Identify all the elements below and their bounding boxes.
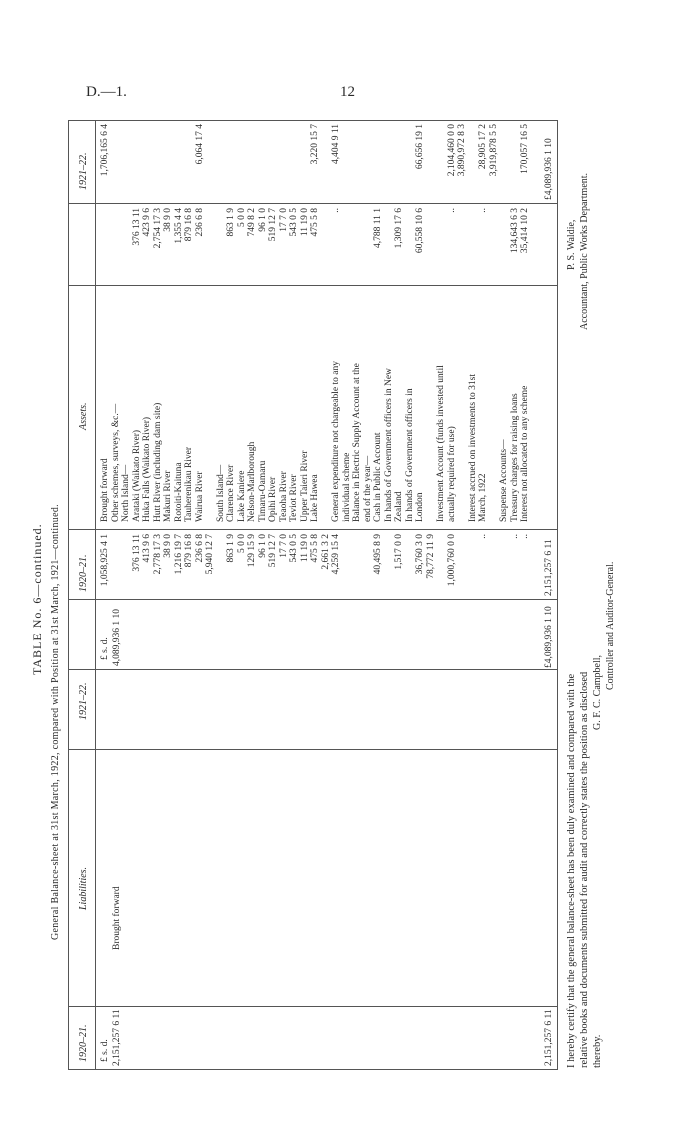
liab-divider-1 <box>68 1006 558 1007</box>
asset-1921-detail-value: 38 9 0 <box>163 208 173 232</box>
liab-bf-label: Brought forward <box>112 886 122 950</box>
asset-label: Teviot River <box>289 474 299 522</box>
asset-1920-value: 543 0 5 <box>289 534 299 563</box>
asset-label: Opihi River <box>268 476 278 522</box>
asset-label: Interest accrued on investments to 31st <box>467 373 478 522</box>
asset-1920-value: 96 1 0 <box>257 534 268 558</box>
center-rule <box>68 599 558 600</box>
asset-label: Hutt River (including dam site) <box>152 402 163 522</box>
asset-1921-detail-value: 543 0 5 <box>289 208 299 237</box>
asset-label: Zealand <box>394 491 404 522</box>
asset-label: Huka Falls (Waikato River) <box>142 416 152 522</box>
asset-label: Brought forward <box>100 458 110 522</box>
liab-1921-header: 1921–22. <box>78 682 89 720</box>
asset-label: General expenditure not chargeable to any <box>331 361 341 522</box>
asset-1921-detail-value: 376 13 11 <box>131 208 142 246</box>
asset-1920-value: 475 5 8 <box>310 534 320 563</box>
asset-label: Lake Hawea <box>310 474 320 522</box>
asset-1921-detail-value: 4,788 11 1 <box>373 208 383 249</box>
asset-1920-value: 5,940 12 7 <box>205 534 215 575</box>
asset-1921-total-value: 66,656 19 1 <box>415 124 425 170</box>
asset-1921-detail-value: 863 1 9 <box>226 208 236 237</box>
assets-header: Assets. <box>78 402 89 430</box>
asset-label: London <box>415 492 425 522</box>
asset-1920-value: 236 6 8 <box>194 534 205 563</box>
asset-1920-value: 36,760 3 0 <box>415 534 425 575</box>
asset-1920-value: 5 0 0 <box>236 534 247 553</box>
asset-1920-value: 413 9 6 <box>142 534 152 563</box>
assets-divider-3 <box>68 203 558 204</box>
asset-label: Timaru-Oamaru <box>257 460 268 522</box>
asset-label: In hands of Government officers in <box>404 388 415 522</box>
asset-1921-detail-value: 749 8 2 <box>247 208 257 237</box>
liab-units-1921: £ s. d. <box>100 637 110 660</box>
asset-1921-detail-value: 475 5 8 <box>310 208 320 237</box>
asset-1920-value: 1,058,925 4 1 <box>100 534 110 587</box>
table-title: TABLE No. 6—continued. <box>30 523 44 675</box>
asset-label: Suspense Accounts— <box>499 439 509 522</box>
assets-1921-header: 1921–22. <box>78 152 89 190</box>
asset-1921-total-value: 170,057 16 5 <box>520 124 530 174</box>
asset-1920-value: 1,517 0 0 <box>394 534 404 570</box>
left-rule <box>68 1069 558 1070</box>
accountant-name: P. S. Waldie, <box>566 219 577 270</box>
liab-1920-header: 1920–21. <box>78 1024 89 1062</box>
asset-1921-detail-value: 879 16 8 <box>184 208 194 242</box>
header-rule <box>95 120 96 1070</box>
asset-1921-detail-value: .. <box>478 208 488 213</box>
liab-divider-2 <box>68 749 558 750</box>
asset-1921-detail-value: 519 12 7 <box>268 208 278 242</box>
asset-label: Cash in Public Account <box>373 432 383 522</box>
asset-label: end of the year— <box>362 455 373 522</box>
asset-1920-value: 11 19 0 <box>299 534 310 563</box>
liab-units-1920: £ s. d. <box>100 1039 110 1062</box>
asset-1921-detail-value: 1,309 17 6 <box>394 208 404 249</box>
liab-total-1921: £4,089,936 1 10 <box>544 606 554 668</box>
asset-1921-total-value: 4,404 9 11 <box>331 124 341 165</box>
asset-1921-total-value: 3,919,878 5 5 <box>488 124 499 177</box>
assets-1920-header: 1920–21. <box>78 554 89 592</box>
assets-total-1920: 2,151,257 6 11 <box>544 539 554 596</box>
liab-bf-1921: 4,089,936 1 10 <box>112 609 122 666</box>
asset-1921-detail-value: 11 19 0 <box>299 208 310 237</box>
asset-label: South Island— <box>215 464 226 522</box>
asset-1921-detail-value: 1,355 4 4 <box>173 208 184 244</box>
asset-1921-total-value: 6,064 17 4 <box>194 124 205 165</box>
asset-label: March, 1922 <box>478 473 488 522</box>
asset-1920-value: 879 16 8 <box>184 534 194 568</box>
asset-1921-detail-value: 96 1 0 <box>257 208 268 232</box>
asset-1921-total-value: 2,104,460 0 0 <box>446 124 457 177</box>
assets-divider-2 <box>68 285 558 286</box>
asset-label: In hands of Government officers in New <box>383 368 394 522</box>
asset-1921-detail-value: 134,643 6 3 <box>509 208 520 254</box>
asset-1921-total-value: 28,905 17 2 <box>478 124 488 170</box>
asset-label: Lake Kaniere <box>236 470 247 522</box>
asset-1921-total-value: 3,890,972 8 3 <box>457 124 467 177</box>
asset-1920-value: 2,661 3 2 <box>320 534 331 570</box>
asset-1920-value: 78,772 11 9 <box>425 534 436 579</box>
asset-1921-detail-value: 5 0 0 <box>236 208 247 227</box>
asset-1920-value: 17 7 0 <box>278 534 289 558</box>
document-reference: D.—1. <box>86 84 127 100</box>
bottom-rule <box>557 120 558 1070</box>
asset-label: Tauherenikau River <box>184 446 194 522</box>
top-rule <box>68 120 69 1070</box>
asset-1921-detail-value: 236 6 8 <box>194 208 205 237</box>
liab-total-1920: 2,151,257 6 11 <box>544 1009 554 1066</box>
asset-1921-detail-value: 35,414 10 2 <box>520 208 530 254</box>
asset-1921-detail-value: 2,754 17 3 <box>152 208 163 249</box>
asset-1921-total-value: 3,220 15 7 <box>310 124 320 165</box>
assets-divider-1 <box>68 529 558 530</box>
asset-1920-value: .. <box>478 534 488 539</box>
asset-label: Upper Taieri River <box>299 450 310 522</box>
asset-label: Treasury charges for raising loans <box>509 393 520 522</box>
asset-label: Rotoiti-Kaituna <box>173 462 184 522</box>
asset-label: Teaoha River <box>278 471 289 522</box>
asset-1921-detail-value: 60,558 10 6 <box>415 208 425 254</box>
asset-label: Clarence River <box>226 464 236 522</box>
certificate-line-1: I hereby certify that the general balance-sheet has been duly examined and compared with the <box>566 673 577 1068</box>
asset-1920-value: 1,000,760 0 0 <box>446 534 457 587</box>
asset-1920-value: 38 9 0 <box>163 534 173 558</box>
page-number: 12 <box>340 84 355 100</box>
asset-label: Nelson-Marlborough <box>247 441 257 522</box>
balance-sheet-table <box>20 120 616 1070</box>
asset-1920-value: 4,259 15 4 <box>331 534 341 575</box>
liabilities-header: Liabilities. <box>78 866 89 910</box>
asset-1920-value: 1,216 19 7 <box>173 534 184 575</box>
asset-label: Investment Account (funds invested until <box>436 365 446 522</box>
asset-1920-value: 863 1 9 <box>226 534 236 563</box>
asset-1921-detail-value: 423 9 6 <box>142 208 152 237</box>
asset-label: Interest not allocated to any scheme <box>520 385 530 522</box>
certificate-line-2: relative books and documents submitted for audit and correctly states the position as disclosed <box>579 671 590 1068</box>
assets-total-1921: £4,089,936 1 10 <box>544 138 554 200</box>
asset-label: North Island— <box>121 464 131 522</box>
asset-1920-value: .. <box>520 534 530 539</box>
asset-label: Other schemes, surveys, &c.— <box>110 403 121 522</box>
liab-divider-3 <box>68 669 558 670</box>
auditor-title: Controller and Auditor-General. <box>605 561 616 690</box>
asset-1921-total-value: 1,706,165 6 4 <box>100 124 110 177</box>
asset-1921-detail-value: .. <box>446 208 457 213</box>
asset-label: individual scheme <box>341 452 352 522</box>
asset-1920-value: 519 12 7 <box>268 534 278 568</box>
asset-label: Wairua River <box>194 471 205 522</box>
asset-label: actually required for use) <box>446 426 457 522</box>
accountant-title: Accountant, Public Works Department. <box>579 172 590 330</box>
asset-1920-value: 376 13 11 <box>131 534 142 572</box>
asset-1920-value: 40,495 8 9 <box>373 534 383 575</box>
asset-label: Balance in Electric Supply Account at the <box>352 363 362 522</box>
asset-1921-detail-value: 17 7 0 <box>278 208 289 232</box>
asset-label: Makuri River <box>163 470 173 522</box>
asset-1920-value: 129 15 9 <box>247 534 257 568</box>
asset-1921-detail-value: .. <box>331 208 341 213</box>
asset-1920-value: .. <box>509 534 520 539</box>
asset-1920-value: 2,778 17 3 <box>152 534 163 575</box>
liab-bf-1920: 2,151,257 6 11 <box>112 1009 122 1066</box>
certificate-line-3: thereby. <box>592 1034 603 1068</box>
asset-label: Arataki (Waikato River) <box>131 429 142 522</box>
table-subtitle: General Balance-sheet at 31st March, 1922, compared with Position at 31st March, 1921—continued. <box>50 504 61 940</box>
right-rule <box>68 120 558 121</box>
auditor-name: G. F. C. Campbell, <box>592 654 603 730</box>
